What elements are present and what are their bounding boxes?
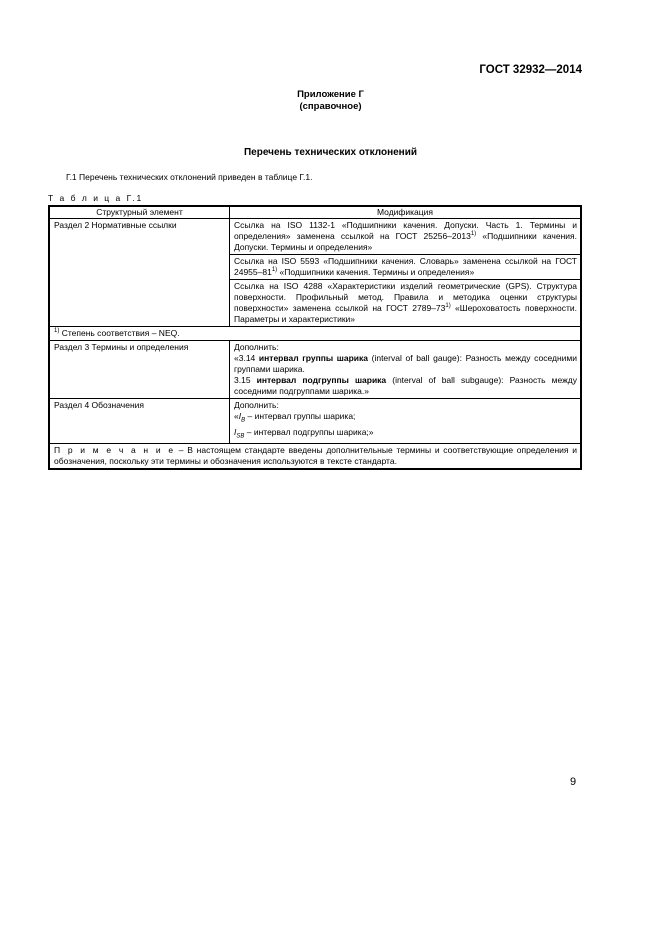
term-name: интервал подгруппы шарика (256, 375, 387, 385)
table-row (49, 399, 581, 444)
note-cell (49, 444, 581, 470)
element-cell: Раздел 3 Термины и определения (49, 341, 230, 399)
table-row (49, 219, 581, 255)
deviations-table (48, 205, 582, 470)
header-structural-element: Структурный элемент (49, 206, 230, 219)
footnote-cell (49, 327, 581, 341)
appendix-title: Приложение Г (297, 89, 364, 100)
appendix-subtitle: (справочное) (299, 101, 362, 112)
table-header-row (49, 206, 581, 219)
page-number: 9 (570, 776, 577, 788)
symbol: $I_B$ (238, 411, 246, 424)
document-code: ГОСТ 32932—2014 (479, 64, 582, 76)
footnote-mark: 1) (445, 303, 451, 309)
element-cell: Раздел 2 Нормативные ссылки (49, 219, 230, 327)
note-row (49, 444, 581, 470)
element-cell: Раздел 4 Обозначения (49, 399, 230, 444)
footnote-mark: 1) (54, 328, 60, 334)
header-modification: Модификация (230, 206, 582, 219)
footnote-row (49, 327, 581, 341)
table-label: Т а б л и ц а Г.1 (48, 193, 144, 203)
table-row (49, 341, 581, 399)
modification-cell: Ссылка на ISO 5593 «Подшипники качения. Словарь» заменена ссылкой на ГОСТ 24955–81$^{1)}$ «Подшипники качения. Термины и определения» (230, 255, 582, 280)
symbol: $I_{SB}$ (234, 426, 245, 440)
note-label: П р и м е ч а н и е (54, 445, 176, 456)
intro-paragraph: Г.1 Перечень технических отклонений приведен в таблице Г.1. (66, 172, 313, 182)
section-title: Перечень технических отклонений (243, 147, 418, 158)
footnote-text: Степень соответствия – NEQ. (59, 328, 180, 338)
appendix-heading (0, 89, 661, 113)
modification-cell: Дополнить: «$I_B$ – интервал группы шарика; $I_{SB}$ – интервал подгруппы шарика;» (230, 399, 582, 444)
term-name: интервал группы шарика (258, 353, 368, 363)
modification-cell: Ссылка на ISO 4288 «Характеристики изделий геометрические (GPS). Структура поверхности. Профильный метод. Правила и методика оценки структуры поверхности» заменена ссылкой на ГОСТ 2789–73$^{1)}$ «Шероховатость поверхности. Параметры и характеристики» (230, 280, 582, 327)
footnote-mark: 1) (470, 231, 477, 237)
note-text: – В настоящем стандарте введены дополнительные термины и соответствующие определения и обозначения, поскольку эти термины и обозначения используются в тексте стандарта. (54, 445, 577, 467)
modification-cell: Дополнить: «3.14 интервал группы шарика (interval of ball gauge): Разность между соседними группами шарика. 3.15 интервал подгруппы шарика (interval of ball subgauge): Разность между соседними подгруппами шарика.» (230, 341, 582, 399)
footnote-mark: 1) (271, 267, 278, 273)
modification-cell: Ссылка на ISO 1132-1 «Подшипники качения. Допуски. Часть 1. Термины и определения» заменена ссылкой на ГОСТ 25256–2013$^{1)}$ «Подшипники качения. Допуски. Термины и определения» (230, 219, 582, 255)
